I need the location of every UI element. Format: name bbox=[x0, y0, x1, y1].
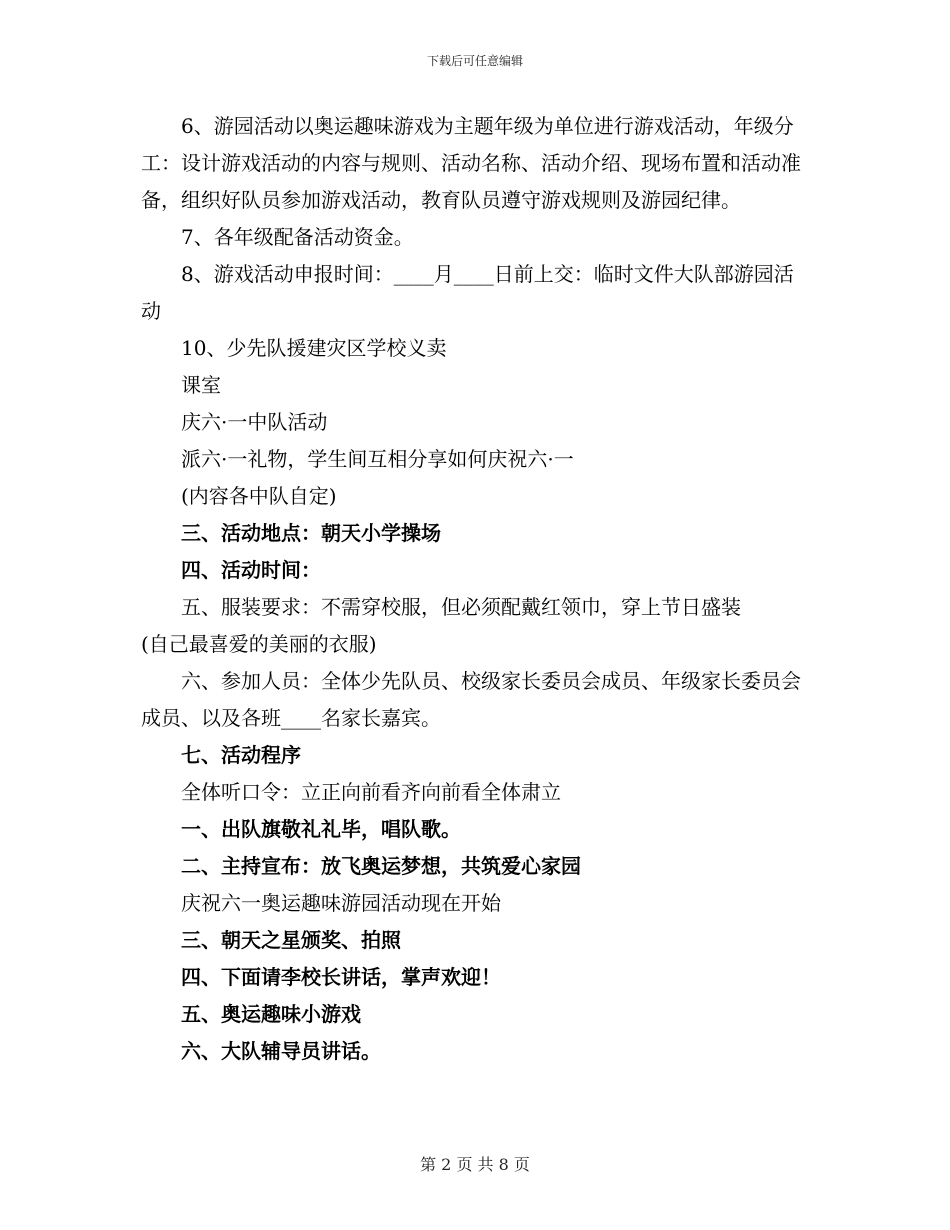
paragraph-classroom: 课室 bbox=[181, 373, 221, 397]
section-participants: 六、参加人员：全体少先队员、校级家长委员会成员、年级家长委员会成员、以及各班____名家长嘉宾。 bbox=[141, 669, 801, 730]
program-step-6: 六、大队辅导员讲话。 bbox=[181, 1039, 381, 1063]
program-step-5: 五、奥运趣味小游戏 bbox=[181, 1002, 361, 1026]
section-program: 七、活动程序 bbox=[181, 743, 301, 767]
paragraph-item-10: 10、少先队援建灾区学校义卖 bbox=[181, 336, 447, 360]
paragraph-dress-note: (自己最喜爱的美丽的衣服) bbox=[141, 632, 377, 656]
paragraph-item-7: 7、各年级配备活动资金。 bbox=[181, 225, 414, 249]
paragraph-gift: 派六·一礼物，学生间互相分享如何庆祝六·一 bbox=[181, 447, 574, 471]
paragraph-opening: 庆祝六一奥运趣味游园活动现在开始 bbox=[181, 891, 501, 915]
paragraph-squad-note: (内容各中队自定) bbox=[181, 484, 337, 508]
paragraph-item-8: 8、游戏活动申报时间：____月____日前上交：临时文件大队部游园活动 bbox=[141, 262, 794, 323]
document-body bbox=[141, 108, 813, 1070]
section-time: 四、活动时间： bbox=[181, 558, 321, 582]
page-number: 第 2 页 共 8 页 bbox=[420, 1155, 530, 1174]
paragraph-item-6: 6、游园活动以奥运趣味游戏为主题年级为单位进行游戏活动，年级分工：设计游戏活动的内容与规则、活动名称、活动介绍、现场布置和活动准备，组织好队员参加游戏活动，教育队员遵守游戏规则及游园纪律。 bbox=[141, 114, 801, 212]
header-note: 下载后可任意编辑 bbox=[426, 54, 523, 68]
program-step-1: 一、出队旗敬礼礼毕，唱队歌。 bbox=[181, 817, 461, 841]
program-step-2: 二、主持宣布：放飞奥运梦想，共筑爱心家园 bbox=[181, 854, 581, 878]
section-location: 三、活动地点：朝天小学操场 bbox=[181, 521, 441, 545]
program-step-4: 四、下面请李校长讲话，掌声欢迎！ bbox=[181, 965, 501, 989]
paragraph-squad-activity: 庆六·一中队活动 bbox=[181, 410, 328, 434]
section-dress-code: 五、服装要求：不需穿校服，但必须配戴红领巾，穿上节日盛装 bbox=[181, 595, 741, 619]
program-step-3: 三、朝天之星颁奖、拍照 bbox=[181, 928, 401, 952]
paragraph-command: 全体听口令：立正向前看齐向前看全体肃立 bbox=[181, 780, 561, 804]
